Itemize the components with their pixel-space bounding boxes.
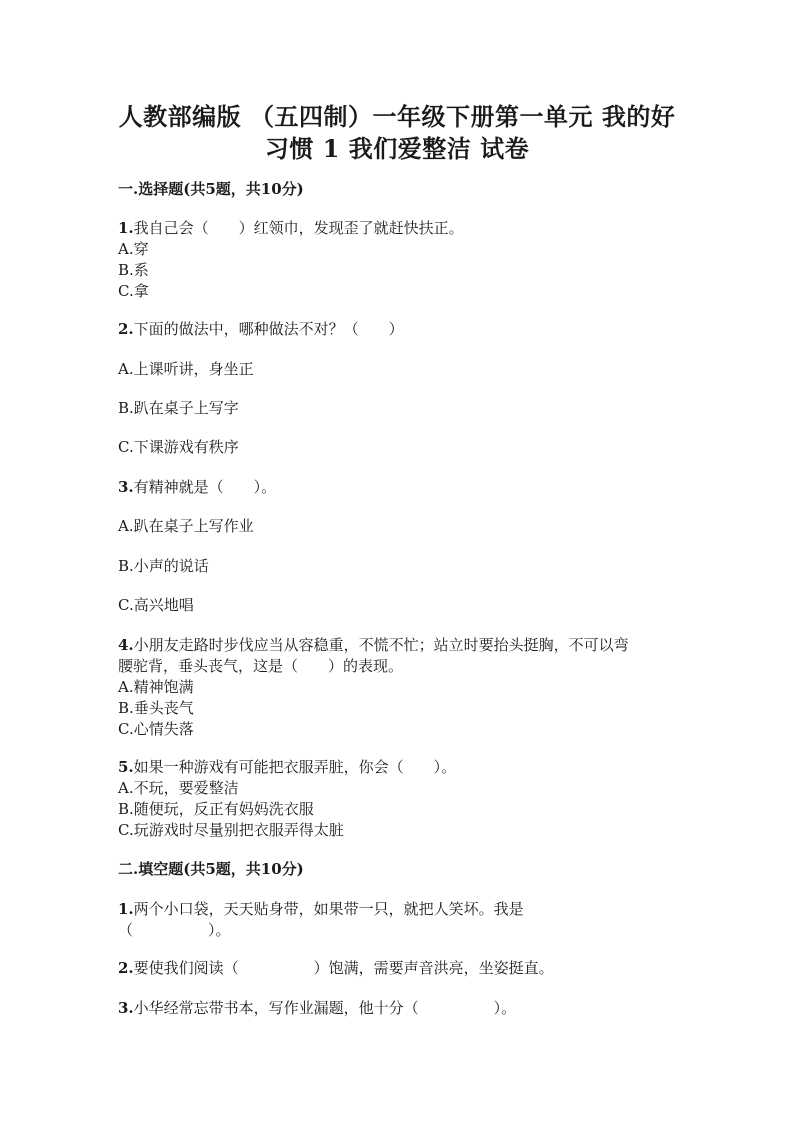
fill-question-1-continued: （ ）。 (118, 921, 231, 939)
option: A.精神饱满 (118, 678, 194, 696)
question-number: 3. (118, 999, 134, 1017)
option: A.上课听讲，身坐正 (118, 360, 254, 378)
question-number: 1. (118, 900, 134, 918)
question-text: 我自己会（ ）红领巾，发现歪了就赶快扶正。 (133, 219, 464, 237)
option: A.穿 (118, 240, 149, 258)
question-4-continued: 腰驼背，垂头丧气，这是（ ）的表现。 (118, 657, 404, 675)
option: B.随便玩，反正有妈妈洗衣服 (118, 800, 314, 818)
question-4 (118, 634, 629, 655)
fill-question-3 (118, 997, 516, 1018)
question-number: 1. (118, 219, 134, 237)
question-number: 4. (118, 636, 134, 654)
question-number: 2. (118, 320, 134, 338)
option: B.小声的说话 (118, 557, 209, 575)
fill-question-2 (118, 957, 554, 978)
option: A.不玩，要爱整洁 (118, 779, 239, 797)
question-text: 两个小口袋，天天贴身带，如果带一只，就把人笑坏。我是 (133, 900, 524, 918)
question-text: 小朋友走路时步伐应当从容稳重，不慌不忙；站立时要抬头挺胸，不可以弯 (133, 636, 629, 654)
question-text: 下面的做法中，哪种做法不对？（ ） (133, 320, 404, 338)
option: C.下课游戏有秩序 (118, 438, 239, 456)
question-number: 3. (118, 478, 134, 496)
option: B.趴在桌子上写字 (118, 399, 239, 417)
fill-question-1 (118, 898, 524, 919)
question-text: 有精神就是（ ）。 (133, 478, 277, 496)
question-number: 2. (118, 959, 134, 977)
question-5 (118, 756, 456, 777)
exam-title-line2: 习惯 1 我们爱整洁 试卷 (264, 134, 530, 163)
exam-title-line1: 人教部编版 （五四制）一年级下册第一单元 我的好 (118, 102, 676, 131)
option: A.趴在桌子上写作业 (118, 517, 254, 535)
option: C.玩游戏时尽量别把衣服弄得太脏 (118, 821, 344, 839)
question-3 (118, 476, 276, 497)
option: B.垂头丧气 (118, 699, 194, 717)
question-text: 小华经常忘带书本，写作业漏题，他十分（ ）。 (133, 999, 517, 1017)
question-2 (118, 318, 404, 339)
option: C.心情失落 (118, 720, 194, 738)
question-text: 如果一种游戏有可能把衣服弄脏，你会（ ）。 (133, 758, 457, 776)
option: C.高兴地唱 (118, 596, 194, 614)
option: B.系 (118, 261, 149, 279)
section2-heading: 二.填空题(共5题，共10分) (118, 860, 304, 878)
option: C.拿 (118, 282, 149, 300)
question-text: 要使我们阅读（ ）饱满，需要声音洪亮，坐姿挺直。 (133, 959, 554, 977)
section1-heading: 一.选择题(共5题，共10分) (118, 180, 304, 198)
question-1 (118, 217, 464, 238)
question-number: 5. (118, 758, 134, 776)
